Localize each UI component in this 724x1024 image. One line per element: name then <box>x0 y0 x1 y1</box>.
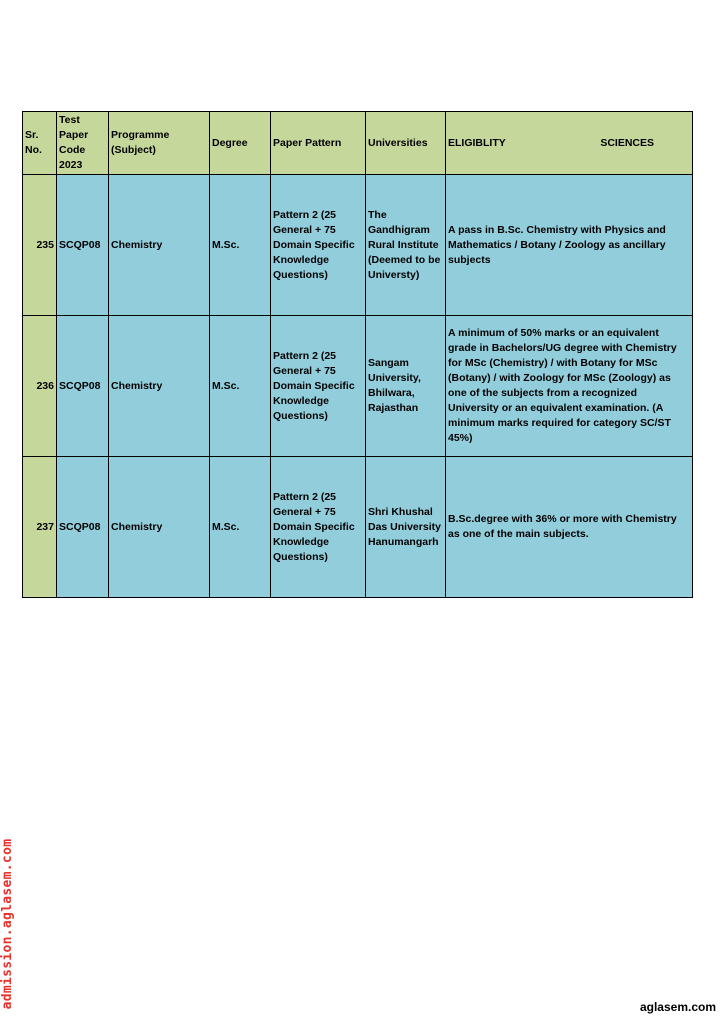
cell-eligibility: A pass in B.Sc. Chemistry with Physics and Mathematics / Botany / Zoology as ancillary subjects <box>446 175 693 316</box>
cell-degree: M.Sc. <box>210 175 271 316</box>
cell-university: Sangam University, Bhilwara, Rajasthan <box>366 316 446 457</box>
cell-sr-no: 237 <box>23 457 57 598</box>
header-eligibility <box>446 112 693 175</box>
table-row <box>23 316 693 457</box>
table-row <box>23 457 693 598</box>
cell-paper-pattern: Pattern 2 (25 General + 75 Domain Specific Knowledge Questions) <box>271 457 366 598</box>
cell-programme: Chemistry <box>109 316 210 457</box>
header-paper-pattern: Paper Pattern <box>271 112 366 175</box>
side-watermark: admission.aglasem.com <box>0 838 15 1010</box>
cell-eligibility: B.Sc.degree with 36% or more with Chemistry as one of the main subjects. <box>446 457 693 598</box>
header-programme: Programme (Subject) <box>109 112 210 175</box>
footer-watermark: aglasem.com <box>639 1000 716 1014</box>
cell-university: The Gandhigram Rural Institute (Deemed to be Universty) <box>366 175 446 316</box>
cell-programme: Chemistry <box>109 175 210 316</box>
cell-programme: Chemistry <box>109 457 210 598</box>
header-stream-label: SCIENCES <box>600 136 654 149</box>
cell-sr-no: 235 <box>23 175 57 316</box>
cell-university: Shri Khushal Das University Hanumangarh <box>366 457 446 598</box>
header-test-paper-code: Test Paper Code 2023 <box>57 112 109 175</box>
cell-test-paper-code: SCQP08 <box>57 316 109 457</box>
cell-degree: M.Sc. <box>210 457 271 598</box>
cell-degree: M.Sc. <box>210 316 271 457</box>
cell-sr-no: 236 <box>23 316 57 457</box>
cell-test-paper-code: SCQP08 <box>57 457 109 598</box>
header-universities: Universities <box>366 112 446 175</box>
cell-eligibility: A minimum of 50% marks or an equivalent grade in Bachelors/UG degree with Chemistry for MSc (Chemistry) / with Botany for MSc (Botany) / with Zoology for MSc (Zoology) as one of the subjects from a recognized University or an equivalent examination. (A minimum marks required for category SC/ST 45%) <box>446 316 693 457</box>
cell-paper-pattern: Pattern 2 (25 General + 75 Domain Specific Knowledge Questions) <box>271 316 366 457</box>
header-degree: Degree <box>210 112 271 175</box>
eligibility-table <box>22 111 693 598</box>
table-header-row <box>23 112 693 175</box>
cell-paper-pattern: Pattern 2 (25 General + 75 Domain Specific Knowledge Questions) <box>271 175 366 316</box>
header-sr-no: Sr. No. <box>23 112 57 175</box>
cell-test-paper-code: SCQP08 <box>57 175 109 316</box>
header-eligibility-label: ELIGIBLITY <box>448 136 506 149</box>
table-row <box>23 175 693 316</box>
